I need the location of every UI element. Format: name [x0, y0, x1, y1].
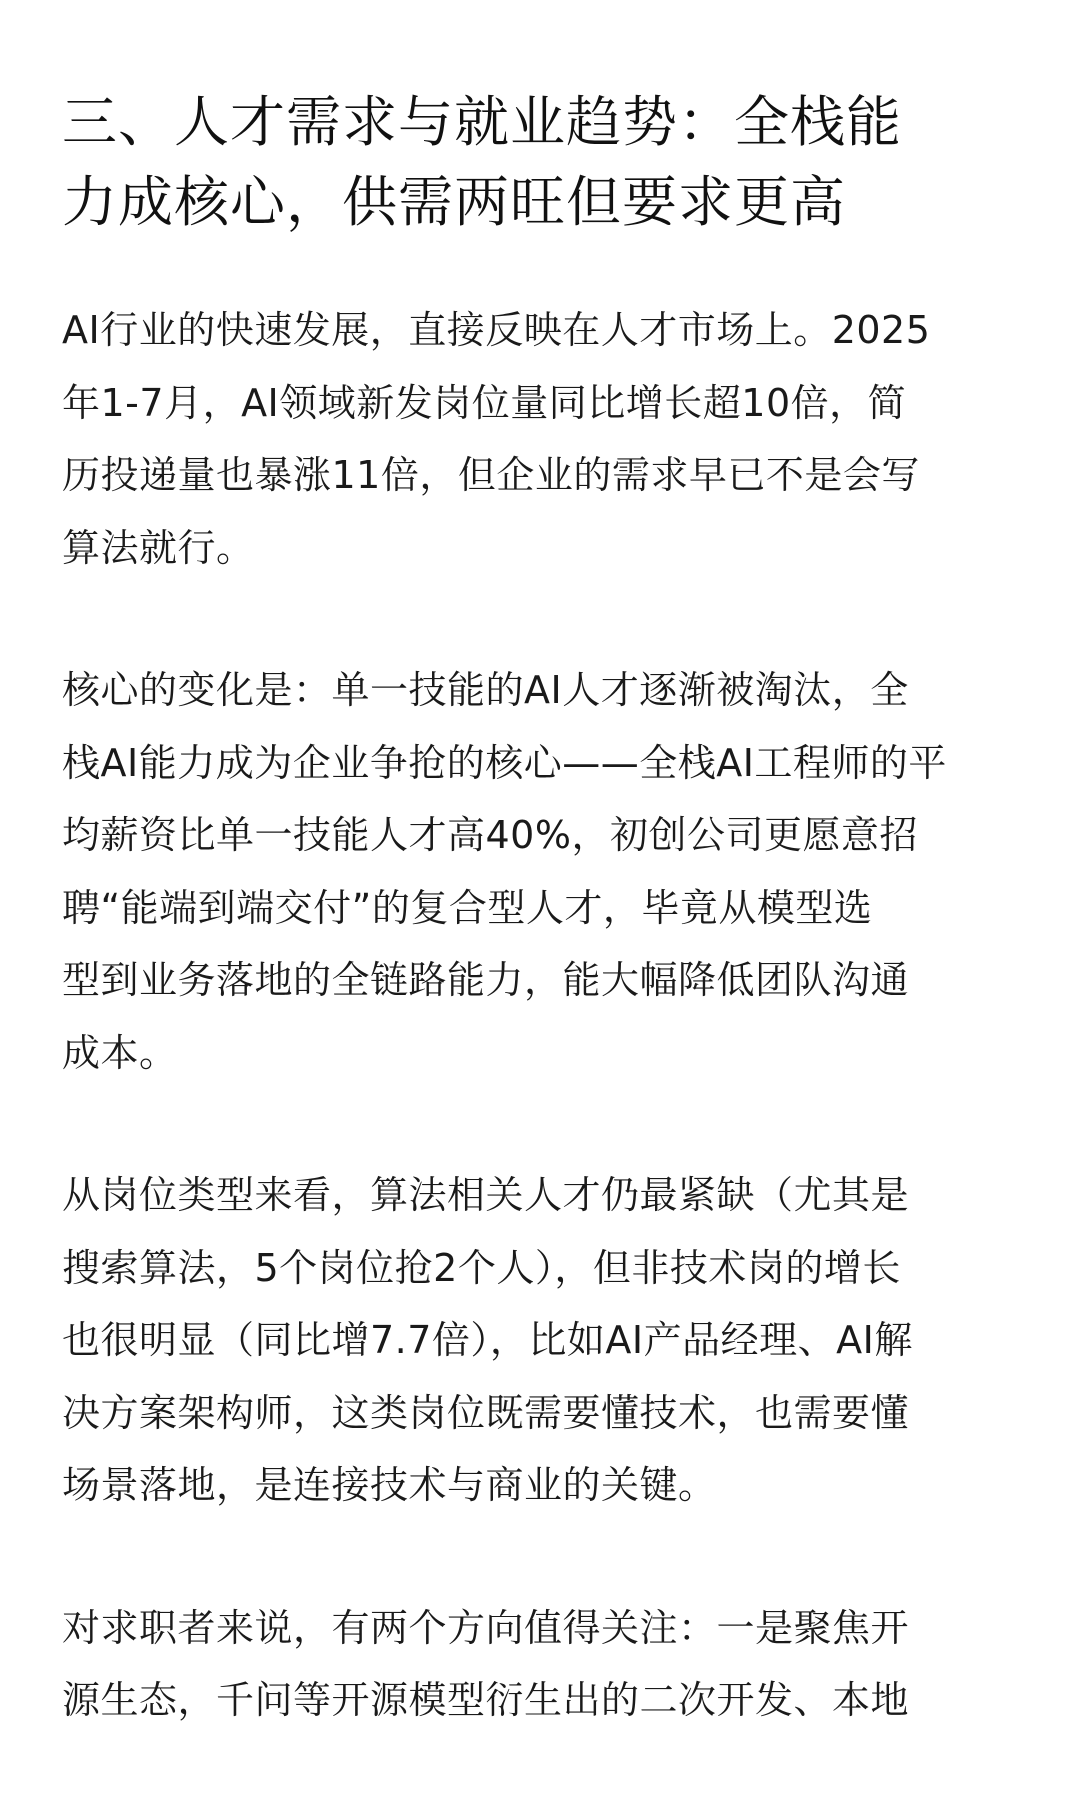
title-line: 力成核心，供需两旺但要求更高 — [62, 170, 847, 234]
paragraph-line: 核心的变化是：单一技能的AI人才逐渐被淘汰，全 — [62, 668, 909, 712]
paragraph-line: 年1-7月，AI领域新发岗位量同比增长超10倍，简 — [62, 380, 907, 425]
paragraph-line: 也很明显（同比增7.7倍），比如AI产品经理、AI解 — [62, 1318, 913, 1362]
paragraph-line: AI行业的快速发展，直接反映在人才市场上。2025 — [62, 308, 931, 352]
paragraph-line: 场景落地，是连接技术与商业的关键。 — [62, 1463, 717, 1507]
paragraph-fullstack — [62, 654, 1022, 1089]
paragraph-line: 搜索算法，5个岗位抢2个人），但非技术岗的增长 — [62, 1245, 901, 1290]
paragraph-talent-market — [62, 294, 1022, 584]
title-line: 三、人才需求与就业趋势：全栈能 — [62, 90, 903, 154]
paragraph-line: 决方案架构师，这类岗位既需要懂技术，也需要懂 — [62, 1390, 910, 1435]
paragraph-line: 对求职者来说，有两个方向值得关注：一是聚焦开 — [62, 1605, 910, 1650]
paragraph-line: 源生态，千问等开源模型衍生出的二次开发、本地 — [62, 1678, 910, 1722]
paragraph-line: 型到业务落地的全链路能力，能大幅降低团队沟通 — [62, 958, 910, 1002]
paragraph-job-seekers — [62, 1592, 1022, 1737]
paragraph-job-types — [62, 1159, 1022, 1522]
paragraph-line: 算法就行。 — [62, 525, 255, 570]
article-title — [62, 82, 1022, 242]
article-body — [62, 82, 1022, 1807]
paragraph-line: 聘“能端到端交付”的复合型人才，毕竟从模型选 — [62, 885, 873, 930]
paragraph-line: 栈AI能力成为企业争抢的核心——全栈AI工程师的平 — [62, 740, 947, 785]
paragraph-line: 成本。 — [62, 1030, 178, 1075]
paragraph-line: 均薪资比单一技能人才高40%，初创公司更愿意招 — [62, 813, 918, 857]
paragraph-line: 从岗位类型来看，算法相关人才仍最紧缺（尤其是 — [62, 1173, 910, 1217]
paragraph-line: 历投递量也暴涨11倍，但企业的需求早已不是会写 — [62, 453, 920, 497]
